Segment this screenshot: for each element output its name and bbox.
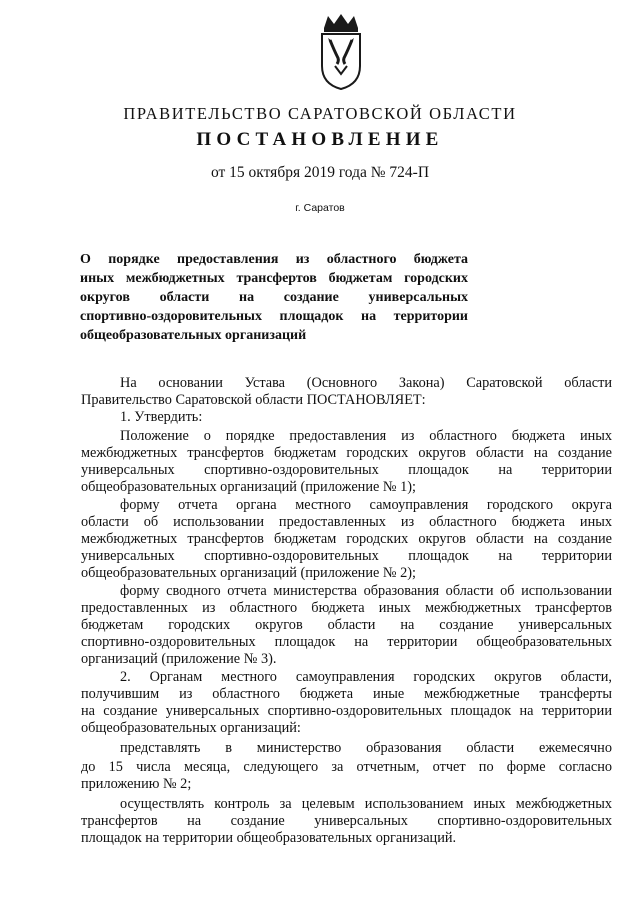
- title-line: округов области на создание универсальных: [80, 290, 468, 305]
- document-type: ПОСТАНОВЛЕНИЕ: [196, 129, 444, 150]
- body-line: предоставленных из областного бюджета иных межбюджетных трансфертов: [81, 600, 612, 616]
- body-line: межбюджетных трансфертов бюджетам городских округов области на создание: [81, 445, 612, 461]
- body-line: 1. Утвердить:: [120, 409, 203, 425]
- body-line: спортивно-оздоровительных площадок на территории общеобразовательных: [81, 634, 612, 650]
- government-name: ПРАВИТЕЛЬСТВО САРАТОВСКОЙ ОБЛАСТИ: [123, 104, 517, 123]
- body-line: области об использовании предоставленных из областного бюджета иных: [81, 514, 612, 530]
- body-line: Правительство Саратовской области ПОСТАНОВЛЯЕТ:: [81, 392, 426, 408]
- body-line: форму отчета органа местного самоуправления городского округа: [120, 497, 612, 513]
- title-line: О порядке предоставления из областного бюджета: [80, 252, 468, 267]
- body-line: общеобразовательных организаций (приложение № 2);: [81, 565, 416, 581]
- body-line: осуществлять контроль за целевым использованием иных межбюджетных: [120, 796, 612, 812]
- body-line: 2. Органам местного самоуправления городских округов области,: [120, 669, 612, 685]
- body-line: приложению № 2;: [81, 776, 192, 792]
- title-line: спортивно-оздоровительных площадок на территории: [80, 309, 468, 324]
- title-line: общеобразовательных организаций: [80, 328, 307, 343]
- body-line: универсальных спортивно-оздоровительных площадок на территории: [81, 462, 612, 478]
- body-line: площадок на территории общеобразовательных организаций.: [81, 830, 457, 846]
- body-line: общеобразовательных организаций:: [81, 720, 301, 736]
- body-line: на создание универсальных спортивно-оздоровительных площадок на территории: [81, 703, 612, 719]
- body-line: бюджетам городских округов области на создание универсальных: [81, 617, 612, 633]
- body-line: межбюджетных трансфертов бюджетам городских округов области на создание: [81, 531, 612, 547]
- body-line: общеобразовательных организаций (приложение № 1);: [81, 479, 416, 495]
- body-line: представлять в министерство образования области ежемесячно: [120, 740, 612, 756]
- document-date-number: от 15 октября 2019 года № 724-П: [210, 164, 430, 181]
- body-line: трансфертов на создание универсальных спортивно-оздоровительных: [81, 813, 612, 829]
- body-line: Положение о порядке предоставления из областного бюджета иных: [120, 428, 612, 444]
- document-city: г. Саратов: [295, 202, 345, 214]
- body-line: универсальных спортивно-оздоровительных площадок на территории: [81, 548, 612, 564]
- body-line: форму сводного отчета министерства образования области об использовании: [120, 583, 612, 599]
- body-line: получившим из областного бюджета иные межбюджетные трансферты: [81, 686, 612, 702]
- body-line: до 15 числа месяца, следующего за отчетным, отчет по форме согласно: [81, 759, 612, 775]
- coat-of-arms-emblem: [318, 14, 364, 90]
- body-line: На основании Устава (Основного Закона) Саратовской области: [120, 375, 612, 391]
- title-line: иных межбюджетных трансфертов бюджетам городских: [80, 271, 468, 286]
- body-line: организаций (приложение № 3).: [81, 651, 277, 667]
